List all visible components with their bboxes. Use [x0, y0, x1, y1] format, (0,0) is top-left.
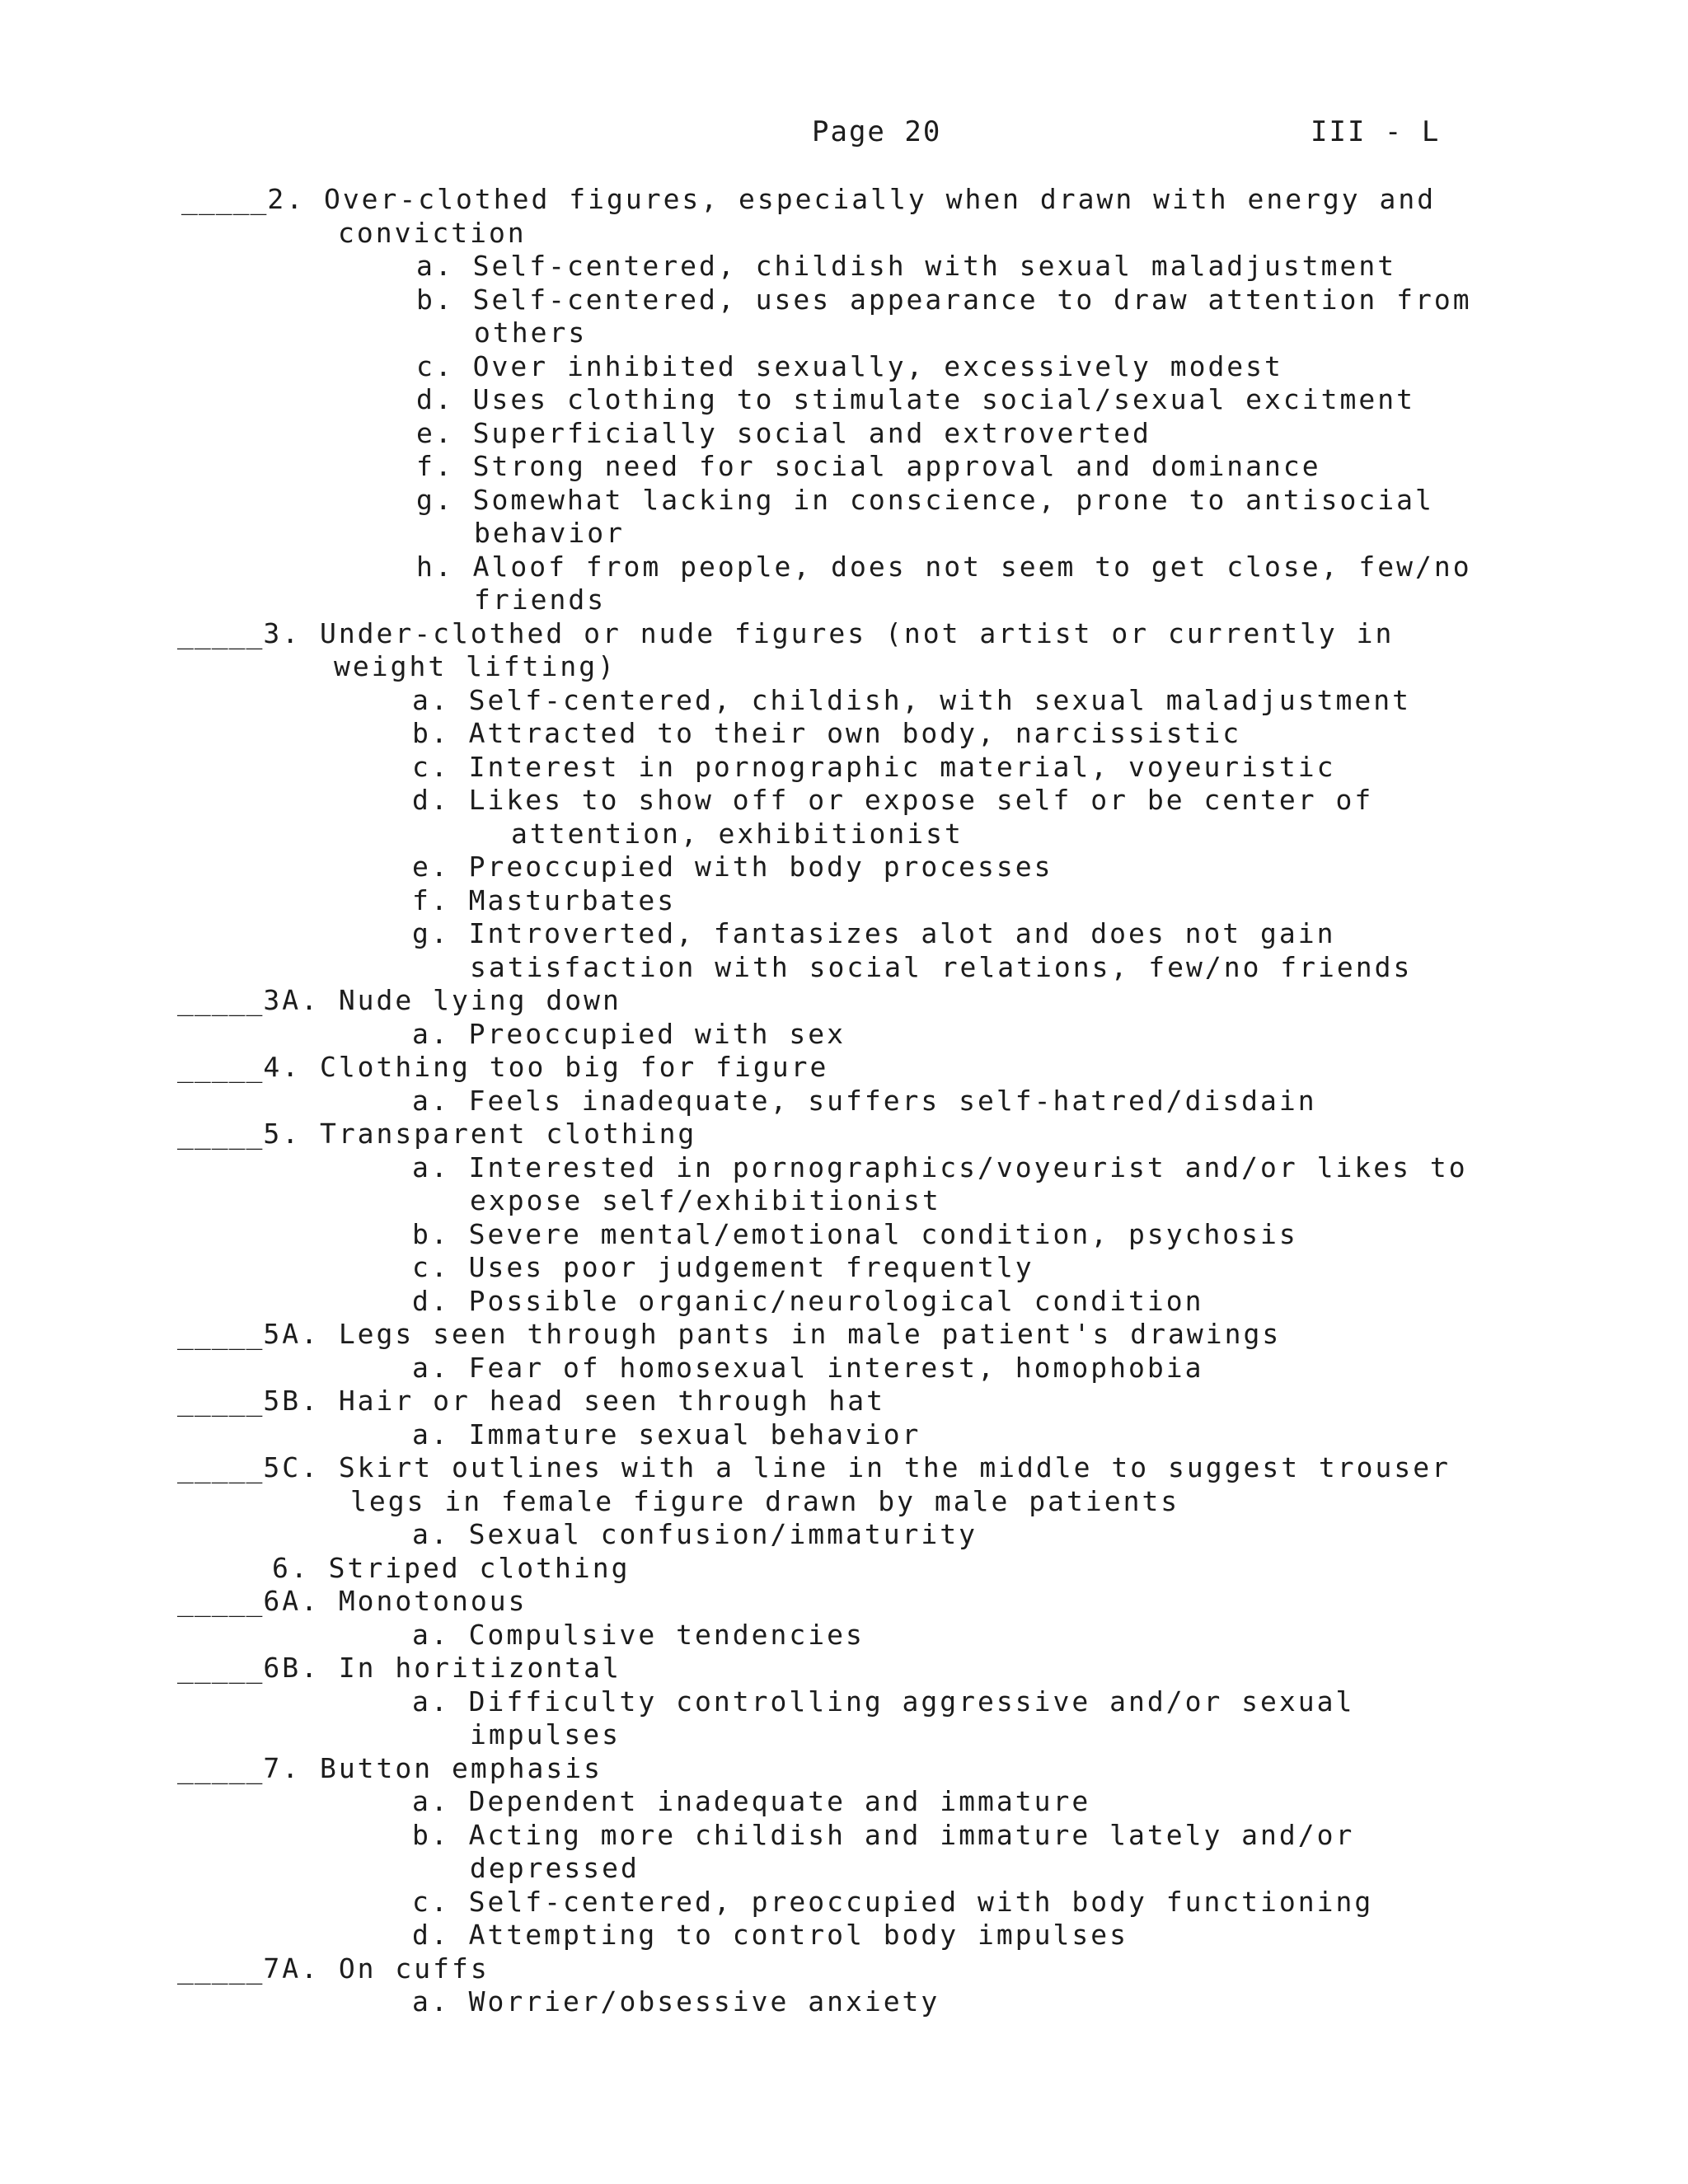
checklist-text: a. Difficulty controlling aggressive and/or sexual: [412, 1685, 1355, 1718]
checklist-text: attention, exhibitionist: [511, 818, 964, 850]
checklist-text: 5. Transparent clothing: [263, 1118, 697, 1150]
checklist-line: [412, 1685, 1354, 1718]
checklist-line: [416, 417, 1151, 450]
checklist-text: 7A. On cuffs: [263, 1952, 490, 1985]
checklist-line: [416, 350, 1283, 383]
checklist-line: [511, 818, 964, 851]
checklist-line: [177, 1118, 696, 1151]
page-number: Page 20: [812, 115, 942, 148]
checklist-text: 3A. Nude lying down: [263, 984, 621, 1016]
checklist-line: [412, 1218, 1298, 1251]
section-label: III - L: [1311, 115, 1441, 148]
checklist-text: e. Superficially social and extroverted: [416, 417, 1151, 449]
checklist-line: [412, 1151, 1468, 1184]
checklist-line: [177, 1652, 621, 1685]
checklist-line: [412, 1619, 865, 1652]
checklist-text: f. Masturbates: [412, 884, 677, 916]
answer-blank: _____: [177, 984, 264, 1016]
checklist-text: c. Uses poor judgement frequently: [412, 1251, 1034, 1283]
checklist-line: [350, 1485, 1179, 1518]
checklist-line: [272, 1552, 631, 1585]
checklist-text: g. Introverted, fantasizes alot and does not gain: [412, 917, 1336, 949]
checklist-text: c. Self-centered, preoccupied with body functioning: [412, 1886, 1374, 1918]
checklist-line: [412, 1886, 1373, 1919]
checklist-line: [470, 1718, 621, 1751]
checklist-line: [412, 784, 1373, 817]
checklist-text: a. Immature sexual behavior: [412, 1418, 921, 1451]
checklist-text: f. Strong need for social approval and dominance: [416, 450, 1321, 482]
answer-blank: _____: [177, 1952, 264, 1985]
checklist-line: [181, 183, 1436, 216]
checklist-line: [474, 316, 587, 349]
checklist-line: [416, 383, 1415, 416]
checklist-line: [412, 717, 1241, 750]
checklist-line: [412, 1251, 1034, 1284]
checklist-line: [470, 1184, 941, 1217]
checklist-line: [177, 984, 621, 1017]
checklist-text: expose self/exhibitionist: [470, 1184, 941, 1216]
checklist-line: [177, 1952, 490, 1985]
checklist-text: legs in female figure drawn by male patients: [350, 1485, 1180, 1517]
answer-blank: _____: [177, 1385, 264, 1417]
checklist-text: d. Likes to show off or expose self or be center of: [412, 784, 1374, 816]
checklist-line: [412, 1985, 940, 2018]
checklist-text: 4. Clothing too big for figure: [263, 1051, 829, 1083]
checklist-text: 6A. Monotonous: [263, 1585, 528, 1617]
checklist-text: a. Worrier/obsessive anxiety: [412, 1985, 940, 2018]
checklist-line: [177, 1585, 528, 1618]
checklist-line: [416, 250, 1396, 283]
checklist-line: [338, 217, 527, 250]
checklist-text: g. Somewhat lacking in conscience, prone to antisocial: [416, 484, 1434, 516]
checklist-line: [470, 1852, 640, 1885]
checklist-line: [416, 551, 1472, 583]
checklist-text: friends: [474, 583, 607, 616]
checklist-line: [412, 884, 676, 917]
checklist-text: b. Attracted to their own body, narcissistic: [412, 717, 1242, 749]
checklist-text: b. Acting more childish and immature lately and/or: [412, 1819, 1355, 1851]
checklist-text: a. Compulsive tendencies: [412, 1619, 865, 1651]
answer-blank: _____: [177, 1051, 264, 1083]
checklist-line: [334, 650, 617, 683]
checklist-line: [470, 951, 1412, 984]
checklist-line: [177, 1451, 1451, 1484]
checklist-text: 2. Over-clothed figures, especially when drawn with energy and: [267, 183, 1437, 215]
checklist-text: e. Preoccupied with body processes: [412, 851, 1053, 883]
checklist-text: impulses: [470, 1718, 621, 1750]
checklist-text: depressed: [470, 1852, 640, 1884]
checklist-text: 6. Striped clothing: [272, 1552, 631, 1584]
answer-blank: _____: [177, 617, 264, 649]
checklist-line: [412, 1352, 1203, 1385]
checklist-text: a. Self-centered, childish with sexual maladjustment: [416, 250, 1397, 282]
checklist-line: [177, 1752, 603, 1785]
checklist-text: 5B. Hair or head seen through hat: [263, 1385, 885, 1417]
checklist-line: [412, 1819, 1354, 1852]
checklist-text: behavior: [474, 517, 625, 549]
answer-blank: _____: [177, 1318, 264, 1350]
checklist-line: [177, 1385, 885, 1418]
answer-blank: _____: [177, 1585, 264, 1617]
checklist-text: weight lifting): [334, 650, 617, 682]
checklist-text: a. Feels inadequate, suffers self-hatred/disdain: [412, 1085, 1317, 1117]
checklist-line: [416, 484, 1434, 517]
checklist-line: [412, 917, 1336, 950]
checklist-text: d. Attempting to control body impulses: [412, 1919, 1128, 1951]
checklist-line: [412, 1919, 1128, 1952]
checklist-line: [412, 1018, 846, 1051]
checklist-text: a. Interested in pornographics/voyeurist and/or likes to: [412, 1151, 1468, 1183]
checklist-text: a. Preoccupied with sex: [412, 1018, 846, 1050]
checklist-line: [412, 1418, 921, 1451]
checklist-line: [474, 517, 625, 550]
checklist-text: a. Sexual confusion/immaturity: [412, 1518, 978, 1550]
checklist-line: [416, 284, 1472, 316]
checklist-line: [412, 1785, 1090, 1818]
answer-blank: _____: [177, 1752, 264, 1784]
checklist-line: [412, 1285, 1203, 1318]
checklist-text: c. Interest in pornographic material, voyeuristic: [412, 751, 1336, 783]
checklist-line: [412, 1085, 1317, 1118]
answer-blank: _____: [177, 1652, 264, 1684]
checklist-line: [412, 751, 1336, 784]
checklist-text: others: [474, 316, 588, 349]
checklist-line: [177, 617, 1394, 650]
checklist-line: [177, 1051, 828, 1084]
checklist-line: [412, 684, 1411, 717]
answer-blank: _____: [177, 1118, 264, 1150]
checklist-line: [412, 851, 1053, 883]
checklist-text: c. Over inhibited sexually, excessively modest: [416, 350, 1283, 382]
checklist-text: d. Uses clothing to stimulate social/sexual excitment: [416, 383, 1415, 415]
checklist-text: h. Aloof from people, does not seem to get close, few/no: [416, 551, 1472, 583]
checklist-line: [474, 583, 606, 616]
checklist-text: conviction: [338, 217, 527, 249]
answer-blank: _____: [181, 183, 268, 215]
checklist-line: [177, 1318, 1281, 1351]
checklist-line: [412, 1518, 978, 1551]
checklist-text: satisfaction with social relations, few/no friends: [470, 951, 1413, 983]
checklist-text: 3. Under-clothed or nude figures (not artist or currently in: [263, 617, 1395, 649]
checklist-text: b. Severe mental/emotional condition, psychosis: [412, 1218, 1298, 1250]
checklist-line: [416, 450, 1321, 483]
checklist-text: a. Self-centered, childish, with sexual maladjustment: [412, 684, 1411, 716]
answer-blank: _____: [177, 1451, 264, 1483]
checklist-text: a. Fear of homosexual interest, homophobia: [412, 1352, 1204, 1384]
checklist-text: 5C. Skirt outlines with a line in the middle to suggest trouser: [263, 1451, 1451, 1483]
checklist-text: a. Dependent inadequate and immature: [412, 1785, 1091, 1817]
checklist-text: d. Possible organic/neurological condition: [412, 1285, 1204, 1317]
checklist-text: 6B. In horitizontal: [263, 1652, 621, 1684]
checklist-text: 5A. Legs seen through pants in male patient's drawings: [263, 1318, 1282, 1350]
checklist-text: b. Self-centered, uses appearance to draw attention from: [416, 284, 1472, 316]
checklist-text: 7. Button emphasis: [263, 1752, 603, 1784]
